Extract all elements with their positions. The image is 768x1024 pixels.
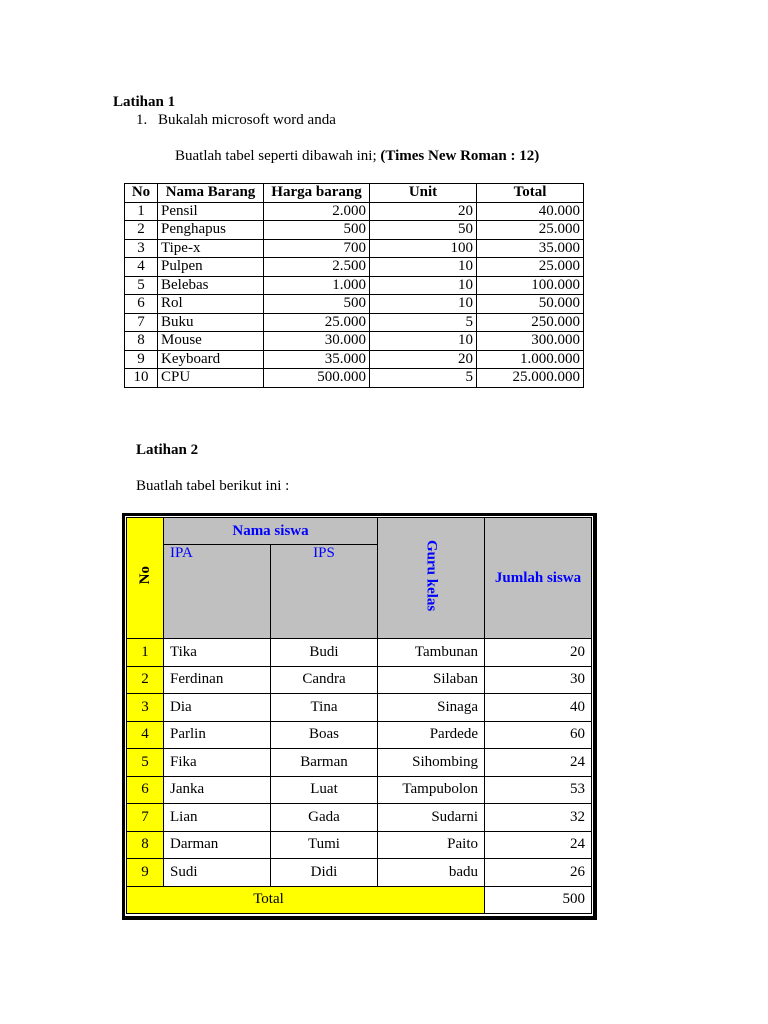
cell-harga-barang: 35.000 — [264, 350, 370, 369]
header-jumlah-siswa: Jumlah siswa — [485, 518, 592, 639]
cell-no: 1 — [125, 202, 158, 221]
header-guru-kelas: Guru kelas — [423, 539, 440, 612]
cell-jumlah-siswa: 24 — [485, 749, 592, 777]
table-row — [125, 350, 584, 369]
cell-ipa: Dia — [164, 694, 271, 722]
header-no-cell — [127, 518, 164, 639]
table-row — [127, 721, 592, 749]
cell-total: 50.000 — [477, 295, 584, 314]
cell-no: 4 — [125, 258, 158, 277]
table-row — [125, 332, 584, 351]
cell-harga-barang: 2.000 — [264, 202, 370, 221]
cell-unit: 100 — [370, 239, 477, 258]
cell-no: 9 — [125, 350, 158, 369]
header-nama-barang: Nama Barang — [158, 184, 264, 203]
cell-total: 300.000 — [477, 332, 584, 351]
cell-no: 4 — [127, 721, 164, 749]
table-row — [125, 276, 584, 295]
cell-nama-barang: CPU — [158, 369, 264, 388]
cell-ips: Tumi — [271, 831, 378, 859]
cell-harga-barang: 500 — [264, 221, 370, 240]
cell-no: 6 — [125, 295, 158, 314]
table-row — [127, 831, 592, 859]
cell-unit: 10 — [370, 295, 477, 314]
cell-guru-kelas: Sihombing — [378, 749, 485, 777]
cell-unit: 10 — [370, 332, 477, 351]
cell-total: 25.000 — [477, 258, 584, 277]
table-row — [127, 666, 592, 694]
header-nama-siswa: Nama siswa — [164, 518, 378, 545]
table-row — [125, 313, 584, 332]
cell-ipa: Parlin — [164, 721, 271, 749]
table-row — [125, 258, 584, 277]
cell-harga-barang: 25.000 — [264, 313, 370, 332]
cell-total: 250.000 — [477, 313, 584, 332]
cell-total: 40.000 — [477, 202, 584, 221]
header-ipa: IPA — [164, 545, 271, 639]
cell-jumlah-siswa: 20 — [485, 639, 592, 667]
barang-table — [124, 183, 584, 388]
cell-harga-barang: 2.500 — [264, 258, 370, 277]
cell-unit: 10 — [370, 276, 477, 295]
header-no: No — [125, 184, 158, 203]
header-unit: Unit — [370, 184, 477, 203]
cell-harga-barang: 700 — [264, 239, 370, 258]
cell-unit: 20 — [370, 202, 477, 221]
total-value: 500 — [485, 886, 592, 914]
cell-jumlah-siswa: 24 — [485, 831, 592, 859]
cell-jumlah-siswa: 32 — [485, 804, 592, 832]
table-row — [127, 639, 592, 667]
cell-unit: 10 — [370, 258, 477, 277]
cell-guru-kelas: Tambunan — [378, 639, 485, 667]
cell-no: 7 — [125, 313, 158, 332]
cell-unit: 20 — [370, 350, 477, 369]
cell-no: 1 — [127, 639, 164, 667]
table-row — [127, 859, 592, 887]
cell-no: 8 — [125, 332, 158, 351]
cell-guru-kelas: Pardede — [378, 721, 485, 749]
latihan1-instruction — [175, 148, 539, 165]
cell-no: 6 — [127, 776, 164, 804]
cell-unit: 5 — [370, 369, 477, 388]
table-row — [127, 694, 592, 722]
cell-no: 8 — [127, 831, 164, 859]
cell-total: 25.000 — [477, 221, 584, 240]
cell-ips: Barman — [271, 749, 378, 777]
table-row — [125, 221, 584, 240]
cell-jumlah-siswa: 60 — [485, 721, 592, 749]
cell-ipa: Fika — [164, 749, 271, 777]
cell-total: 35.000 — [477, 239, 584, 258]
step-number: 1. — [136, 112, 148, 128]
cell-nama-barang: Pulpen — [158, 258, 264, 277]
cell-total: 1.000.000 — [477, 350, 584, 369]
cell-no: 3 — [127, 694, 164, 722]
cell-nama-barang: Rol — [158, 295, 264, 314]
table-row — [127, 804, 592, 832]
cell-no: 2 — [127, 666, 164, 694]
cell-ipa: Darman — [164, 831, 271, 859]
cell-guru-kelas: Tampubolon — [378, 776, 485, 804]
siswa-table — [126, 517, 592, 914]
table-row — [125, 202, 584, 221]
instruction-font-note: (Times New Roman : 12) — [380, 148, 540, 164]
cell-no: 3 — [125, 239, 158, 258]
table-row — [127, 749, 592, 777]
header-harga-barang: Harga barang — [264, 184, 370, 203]
cell-no: 5 — [125, 276, 158, 295]
latihan1-heading: Latihan 1 — [113, 94, 176, 110]
cell-ips: Candra — [271, 666, 378, 694]
cell-nama-barang: Keyboard — [158, 350, 264, 369]
table-row — [125, 369, 584, 388]
step-text: Bukalah microsoft word anda — [158, 112, 336, 128]
table-row — [125, 239, 584, 258]
header-no: No — [136, 566, 153, 585]
header-guru-cell — [378, 518, 485, 639]
cell-guru-kelas: Sudarni — [378, 804, 485, 832]
cell-jumlah-siswa: 30 — [485, 666, 592, 694]
cell-harga-barang: 30.000 — [264, 332, 370, 351]
cell-nama-barang: Tipe-x — [158, 239, 264, 258]
cell-ips: Boas — [271, 721, 378, 749]
table-row — [125, 295, 584, 314]
cell-harga-barang: 500.000 — [264, 369, 370, 388]
cell-guru-kelas: Silaban — [378, 666, 485, 694]
cell-ips: Didi — [271, 859, 378, 887]
cell-nama-barang: Belebas — [158, 276, 264, 295]
cell-ipa: Janka — [164, 776, 271, 804]
cell-harga-barang: 500 — [264, 295, 370, 314]
cell-jumlah-siswa: 53 — [485, 776, 592, 804]
header-total: Total — [477, 184, 584, 203]
cell-ips: Luat — [271, 776, 378, 804]
latihan2-instruction: Buatlah tabel berikut ini : — [136, 478, 290, 494]
cell-ips: Gada — [271, 804, 378, 832]
cell-total: 100.000 — [477, 276, 584, 295]
cell-no: 10 — [125, 369, 158, 388]
cell-ipa: Tika — [164, 639, 271, 667]
table-row — [127, 776, 592, 804]
cell-unit: 5 — [370, 313, 477, 332]
header-ips: IPS — [271, 545, 378, 639]
cell-nama-barang: Buku — [158, 313, 264, 332]
cell-nama-barang: Penghapus — [158, 221, 264, 240]
cell-ipa: Lian — [164, 804, 271, 832]
cell-no: 9 — [127, 859, 164, 887]
cell-jumlah-siswa: 40 — [485, 694, 592, 722]
cell-guru-kelas: badu — [378, 859, 485, 887]
cell-guru-kelas: Paito — [378, 831, 485, 859]
cell-no: 2 — [125, 221, 158, 240]
cell-nama-barang: Mouse — [158, 332, 264, 351]
siswa-table-frame — [122, 513, 594, 917]
cell-no: 5 — [127, 749, 164, 777]
cell-guru-kelas: Sinaga — [378, 694, 485, 722]
instruction-text: Buatlah tabel seperti dibawah ini; — [175, 148, 377, 164]
cell-harga-barang: 1.000 — [264, 276, 370, 295]
total-label: Total — [127, 886, 485, 914]
cell-nama-barang: Pensil — [158, 202, 264, 221]
cell-unit: 50 — [370, 221, 477, 240]
cell-jumlah-siswa: 26 — [485, 859, 592, 887]
table-header-row — [125, 184, 584, 203]
cell-total: 25.000.000 — [477, 369, 584, 388]
cell-ips: Tina — [271, 694, 378, 722]
latihan2-heading: Latihan 2 — [136, 442, 199, 458]
cell-ips: Budi — [271, 639, 378, 667]
cell-ipa: Sudi — [164, 859, 271, 887]
cell-ipa: Ferdinan — [164, 666, 271, 694]
cell-no: 7 — [127, 804, 164, 832]
